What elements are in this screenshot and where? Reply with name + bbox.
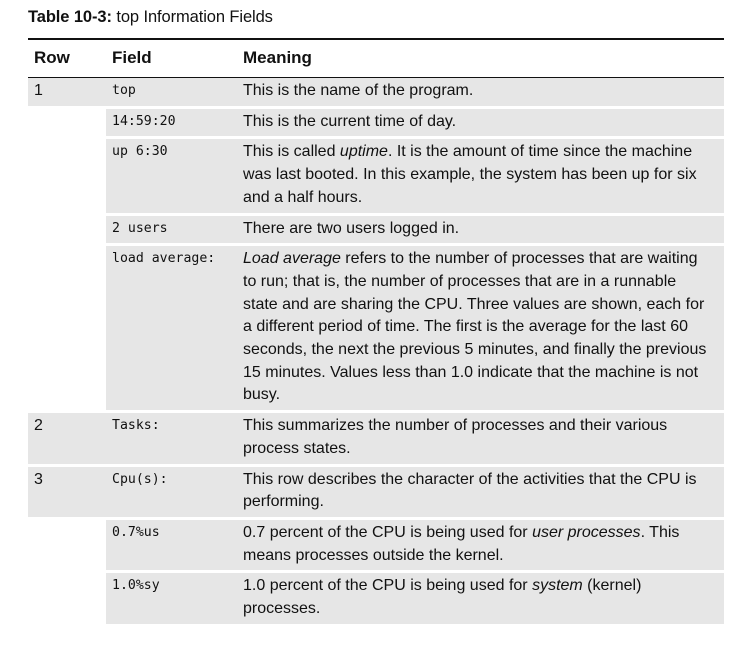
field-cell: 2 users	[106, 214, 237, 245]
row-number-cell	[28, 518, 106, 571]
table-header-row	[28, 39, 724, 78]
table-caption-label: Table 10-3:	[28, 8, 112, 26]
table-row	[28, 107, 724, 138]
field-cell: up 6:30	[106, 138, 237, 214]
header-meaning: Meaning	[237, 39, 724, 78]
meaning-cell	[237, 107, 724, 138]
meaning-text: . This means processes outside the kernel.	[243, 523, 680, 564]
meaning-emphasis: system	[532, 577, 583, 595]
meaning-cell	[237, 572, 724, 625]
top-info-table	[28, 38, 724, 627]
meaning-text: 0.7 percent of the CPU is being used for	[243, 523, 533, 541]
meaning-emphasis: uptime	[339, 143, 388, 161]
meaning-text: This summarizes the number of processes and their various process states.	[243, 417, 668, 457]
meaning-text: This is called	[243, 143, 340, 161]
table-row	[28, 465, 724, 518]
meaning-cell	[237, 245, 724, 412]
field-cell: Cpu(s):	[106, 465, 237, 518]
meaning-cell	[237, 412, 724, 465]
table-row	[28, 572, 724, 625]
meaning-cell	[237, 138, 724, 214]
meaning-text: refers to the number of processes that are waiting to run; that is, the number of processes that are in a runnable state and are sharing the CPU. Three values are shown, each for a different period of time. The first is the average for the last 60 seconds, the next the previous 5 minutes, and finally the previous 15 minutes. Values less than 1.0 indicate that the machine is not busy.	[243, 250, 707, 404]
table-row	[28, 78, 724, 108]
table-body	[28, 78, 724, 626]
meaning-text: This row describes the character of the activities that the CPU is performing.	[243, 470, 697, 511]
meaning-cell	[237, 465, 724, 518]
table-row	[28, 412, 724, 465]
meaning-cell	[237, 518, 724, 571]
meaning-emphasis: Load average	[243, 250, 341, 268]
row-number-cell: 1	[28, 78, 106, 108]
field-cell: top	[106, 78, 237, 108]
field-cell: load average:	[106, 245, 237, 412]
row-number-cell: 3	[28, 465, 106, 518]
meaning-cell	[237, 214, 724, 245]
row-number-cell	[28, 138, 106, 214]
row-number-cell	[28, 214, 106, 245]
header-row: Row	[28, 39, 106, 78]
table-caption-title: top Information Fields	[111, 8, 273, 26]
field-cell: 14:59:20	[106, 107, 237, 138]
meaning-text: This is the name of the program.	[243, 82, 474, 99]
meaning-text: . It is the amount of time since the machine was last booted. In this example, the system has been up for six and a half hours.	[243, 143, 697, 206]
row-number-cell	[28, 572, 106, 625]
meaning-text: There are two users logged in.	[243, 219, 460, 237]
meaning-text: This is the current time of day.	[243, 112, 457, 130]
table-row	[28, 245, 724, 412]
table-row	[28, 214, 724, 245]
row-number-cell: 2	[28, 412, 106, 465]
meaning-text: (kernel) processes.	[243, 577, 642, 618]
table-caption	[28, 8, 273, 27]
field-cell: 1.0%sy	[106, 572, 237, 625]
row-number-cell	[28, 245, 106, 412]
header-field: Field	[106, 39, 237, 78]
meaning-cell	[237, 78, 724, 108]
meaning-text: 1.0 percent of the CPU is being used for	[243, 577, 533, 595]
table-row	[28, 138, 724, 214]
table-row	[28, 518, 724, 571]
meaning-emphasis: user processes	[532, 523, 641, 541]
field-cell: 0.7%us	[106, 518, 237, 571]
row-number-cell	[28, 107, 106, 138]
field-cell: Tasks:	[106, 412, 237, 465]
